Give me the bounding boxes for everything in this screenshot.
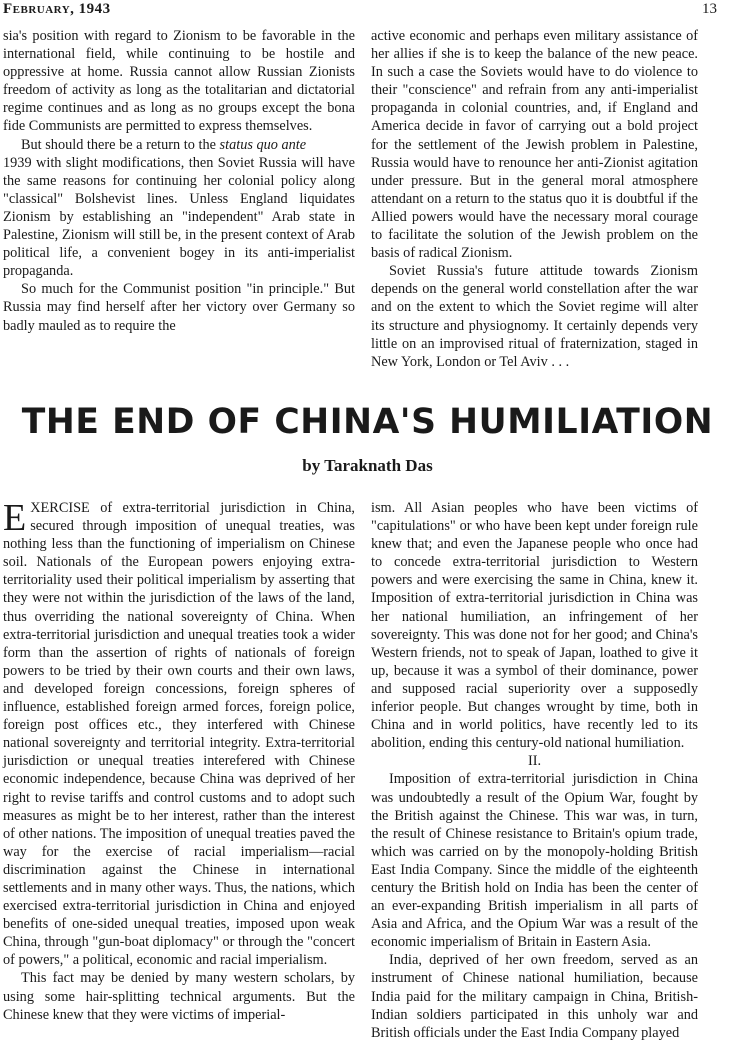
italic-phrase: status quo ante (219, 136, 307, 153)
article-column-1 (3, 499, 355, 1024)
paragraph: Soviet Russia's future attitude towards Zionism depends on the general world constellation after the war and on the extent to which the Soviet regime will alter its structure and physiognomy. It certainly depends very little on an improvised ritual of fraternization, staged in New York, London or Tel Aviv . . . (371, 263, 698, 370)
previous-article-column-2 (371, 27, 698, 371)
paragraph: So much for the Communist position "in principle." But Russia may find herself after her victory over Germany so badly mauled as to require the (3, 281, 355, 334)
article-title: THE END OF CHINA'S HUMILIATION (21, 402, 714, 442)
previous-article-column-1 (3, 27, 355, 335)
running-head (0, 0, 735, 22)
drop-cap: E (3, 497, 27, 539)
paragraph: ism. All Asian peoples who have been victims of "capitulations" or who have been kept under foreign rule knew that; and even the Japanese people who once had to concede extra-territorial jurisdiction to Western powers and were exercising the same in China, knew it. Imposition of extra-territorial jurisdiction in China was her national humiliation, an infringement of her sovereignty. This was done not for her good; and China's Western friends, not to speak of Japan, loathed to give it up, because it was a symbol of their dominance, power and supposed racial superiority over a supposedly inferior people. But changes wrought by time, both in China and in world politics, have recently led to its abolition, ending this century-old national humiliation. (371, 500, 698, 752)
paragraph: This fact may be denied by many western scholars, by using some hair-splitting technical arguments. But the Chinese knew that they were victims of imperial- (3, 970, 355, 1023)
paragraph: sia's position with regard to Zionism to be favorable in the international field, while continuing to be hostile and oppressive at home. Russia cannot allow Russian Zionists freedom of activity as long as the totalitarian and dictatorial regime continues and as long as no groups except the bona fide Communists are permitted to express themselves. (3, 28, 355, 135)
section-number: II. (527, 753, 542, 770)
article-column-2 (371, 499, 698, 1042)
paragraph: active economic and perhaps even military assistance of her allies if she is to keep the balance of the new peace. In such a case the Soviets would have to do violence to their "conscience" and refrain from any anti-imperialist propaganda in colonial countries, and, if England and America decide in favor of carrying out a bold project for the settlement of the Jewish problem in Palestine, Russia would have to renounce her anti-Zionist agitation under pressure. But in the general moral atmosphere attendant on a return to the status quo it is doubtful if the Allied powers would have the necessary moral courage to facilitate the solution of the Jewish problem on the basis of radical Zionism. (371, 28, 698, 262)
paragraph: Imposition of extra-territorial jurisdiction in China was undoubtedly a result of the Opium War, fought by the British against the Chinese. This war was, in turn, the result of Chinese resistance to Britain's opium trade, which was carried on by the monopoly-holding British East India Company. Since the middle of the eighteenth century the British hold on India has been the center of an ever-expanding British imperialism in all parts of Asia and Africa, and the Opium War was a result of the economic imperialism of Britain in Eastern Asia. (371, 771, 698, 951)
article-byline: by Taraknath Das (302, 456, 433, 475)
paragraph: India, deprived of her own freedom, served as an instrument of Chinese national humiliation, because India paid for the military campaign in China, British-Indian soldiers participated in this unholy war and British officials under the East India Company played (371, 952, 698, 1041)
page-number: 13 (702, 1, 717, 17)
paragraph-rest: with slight modifications, then Soviet Russia will have the same reasons for continuing her colonial policy along "classical" Bolshevist lines. Unless England liquidates Zionism by establishing an "independent" Arab state in Palestine, Zionism will still be, in the present context of Arab political life, a convenient bogey in its anti-imperialist propaganda. (3, 154, 355, 280)
paragraph-lead: But should there be a return to the (21, 136, 216, 153)
paragraph (3, 136, 355, 281)
opening-text: XERCISE of extra-territorial jurisdiction in China, secured through imposition of unequal treaties, was nothing less than the functioning of imperialism on Chinese soil. Nationals of the European powers enjoying extra-territoriality used their political imperialism by asserting that they were not within the jurisdiction of the laws of the land, thus overriding the national sovereignty of China. When extra-territorial jurisdiction and unequal treaties took a wider form than the assertion of rights of nationals of foreign powers to be tried by their own courts and their own laws, and developed foreign concessions, foreign spheres of influence, established foreign armed forces, foreign police, foreign post offices etc., they interfered with Chinese national sovereignty and territorial integrity. Extra-territorial jurisdiction or unequal treaties interefered with Chinese economic independence, because China was deprived of her right to revise tariffs and control customs and to adopt such measures as might be to her interest, rather than the interest of other nations. The imposition of unequal treaties paved the way for the exercise of racial imperialism—racial discrimination against the Chinese in international settlements and in many other ways. Thus, the nations, which exercised extra-territorial jurisdiction in China and enjoyed benefits of one-sided unequal treaties, imposed upon weak China, through "gun-boat diplomacy" or through the "concert of powers," a political, economic and racial imperialism. (3, 500, 355, 969)
year: 1939 (3, 154, 32, 171)
issue-date: February, 1943 (3, 1, 111, 17)
opening-paragraph (3, 499, 355, 969)
